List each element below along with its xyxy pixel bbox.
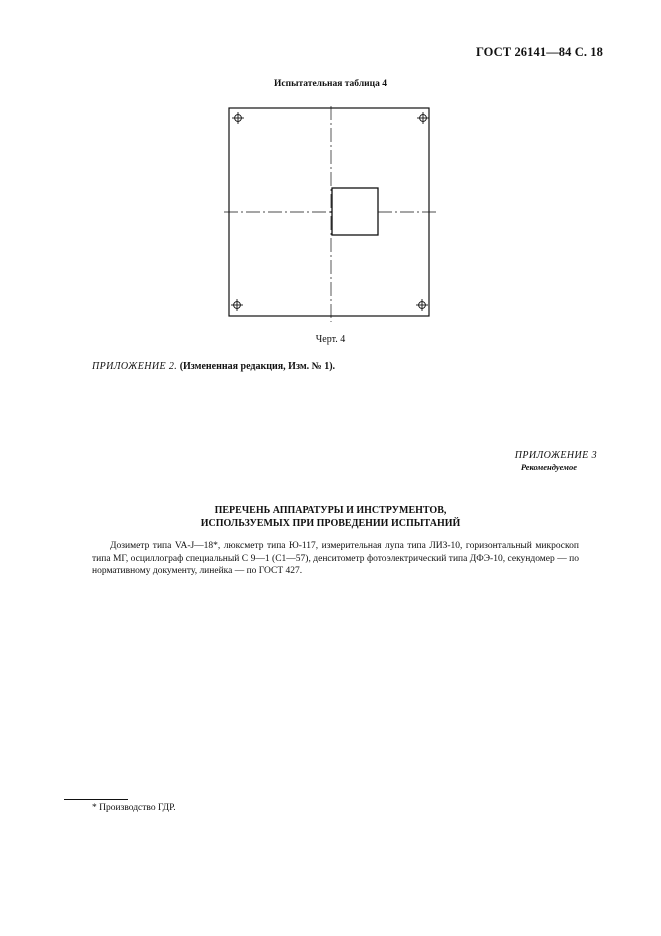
- appendix3-status: Рекомендуемое: [520, 462, 577, 472]
- page-header: ГОСТ 26141—84 С. 18: [475, 45, 603, 59]
- appendix2-label: ПРИЛОЖЕНИЕ 2.: [92, 361, 178, 372]
- registration-mark-bottom-left: [231, 299, 243, 311]
- equipment-list-body: [92, 540, 579, 578]
- amendment-text: (Измененная редакция, Изм. № 1).: [179, 361, 336, 372]
- section-title-line2: ИСПОЛЬЗУЕМЫХ ПРИ ПРОВЕДЕНИИ ИСПЫТАНИЙ: [200, 518, 461, 529]
- figure-caption: Черт. 4: [315, 334, 346, 345]
- registration-mark-top-right: [417, 112, 429, 124]
- registration-mark-bottom-right: [416, 299, 428, 311]
- inner-test-square: [332, 188, 378, 235]
- registration-mark-top-left: [232, 112, 244, 124]
- footnote-divider: [64, 799, 128, 800]
- equipment-paragraph: Дозиметр типа VA-J—18*, люксметр типа Ю-117, измерительная лупа типа ЛИЗ-10, горизонтальный микроскоп типа МГ, осциллограф специальный С 9—1 (С1—57), денситометр фотоэлектрический типа ДФЭ-10, секундомер — по нормативному документу, линейка — по ГОСТ 427.: [92, 541, 579, 576]
- appendix3-label: ПРИЛОЖЕНИЕ 3: [514, 450, 597, 461]
- appendix2-amendment-note: [92, 361, 335, 372]
- test-chart-figure: [224, 106, 436, 322]
- test-table-caption: Испытательная таблица 4: [274, 79, 387, 89]
- section-title: [0, 504, 661, 530]
- footnote: * Производство ГДР.: [92, 803, 176, 813]
- section-title-line1: ПЕРЕЧЕНЬ АППАРАТУРЫ И ИНСТРУМЕНТОВ,: [214, 505, 447, 516]
